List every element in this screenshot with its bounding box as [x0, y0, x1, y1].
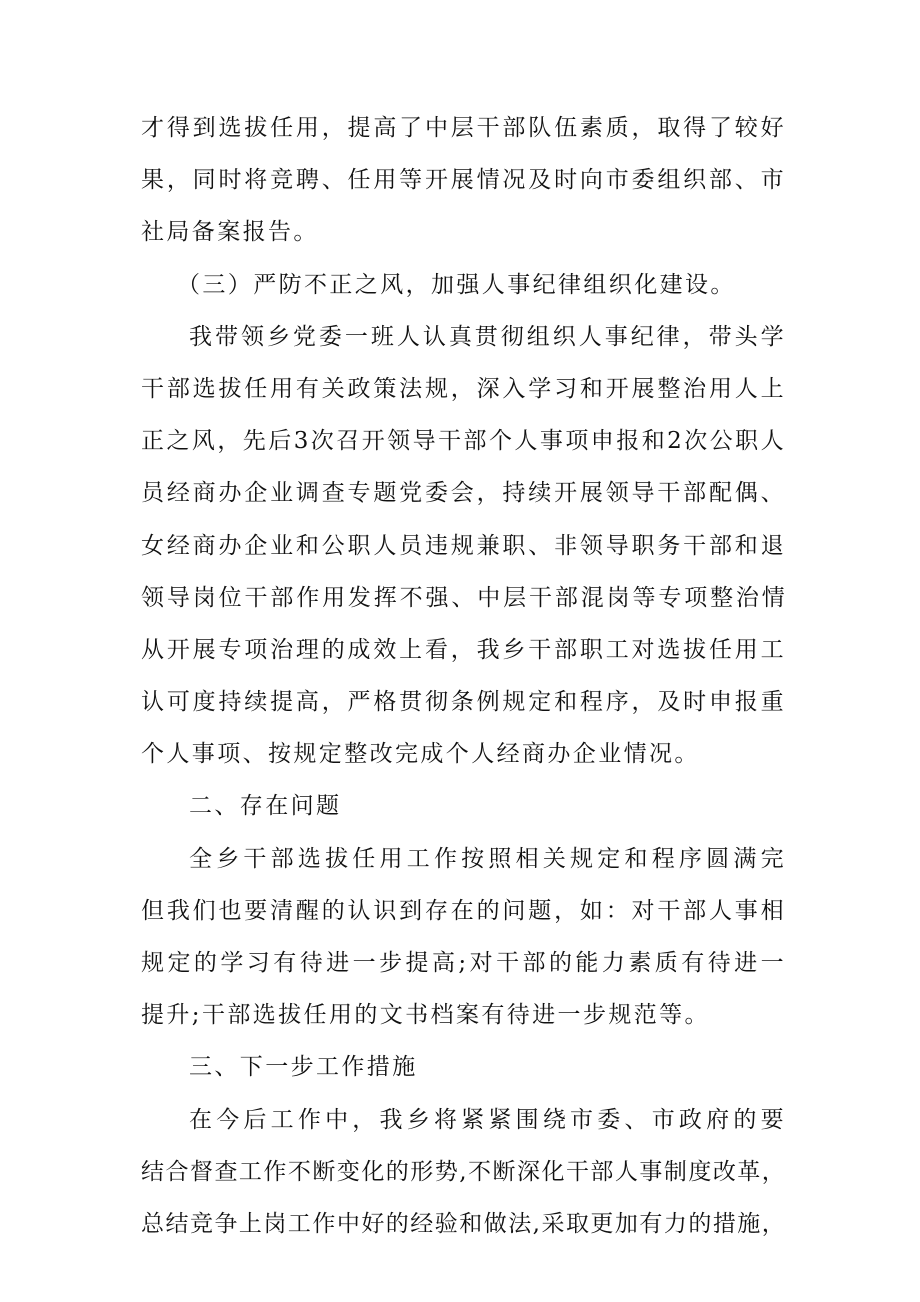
text-line: 总结竞争上岗工作中好的经验和做法,采取更加有力的措施， — [141, 1210, 786, 1237]
text-line: 干部选拔任用有关政策法规，深入学习和开展整治用人上 — [141, 375, 786, 402]
text-line: 果，同时将竞聘、任用等开展情况及时向市委组织部、市 — [141, 167, 786, 194]
text-line: 社局备案报告。 — [141, 219, 319, 246]
text-line: 领导岗位干部作用发挥不强、中层干部混岗等专项整治情 — [141, 584, 786, 611]
heading-problems — [141, 780, 786, 832]
text-line: 但我们也要清醒的认识到存在的问题，如：对干部人事相 — [141, 897, 786, 924]
heading-next-steps — [141, 1041, 786, 1093]
paragraph-continuation — [141, 102, 786, 259]
section-heading: 二、存在问题 — [189, 793, 342, 820]
text-line: 才得到选拔任用，提高了中层干部队伍素质，取得了较好 — [141, 115, 786, 141]
text-line: 正之风，先后3次召开领导干部个人事项申报和2次公职人 — [141, 428, 786, 455]
text-line: （三）严防不正之风，加强人事纪律组织化建设。 — [177, 271, 736, 298]
paragraph-next-steps — [141, 1094, 786, 1251]
section-heading: 三、下一步工作措施 — [189, 1054, 418, 1081]
text-line: 全乡干部选拔任用工作按照相关规定和程序圆满完 — [189, 845, 786, 872]
document-body — [141, 102, 786, 1250]
paragraph-problems — [141, 833, 786, 1042]
text-line: 员经商办企业调查专题党委会，持续开展领导干部配偶、 — [141, 480, 786, 507]
subheading-discipline — [141, 259, 786, 311]
text-line: 结合督查工作不断变化的形势,不断深化干部人事制度改革， — [141, 1158, 786, 1185]
text-line: 在今后工作中，我乡将紧紧围绕市委、市政府的要 — [189, 1106, 786, 1133]
text-line: 个人事项、按规定整改完成个人经商办企业情况。 — [141, 741, 700, 768]
text-line: 规定的学习有待进一步提高;对干部的能力素质有待进一 — [141, 950, 786, 976]
text-line: 从开展专项治理的成效上看，我乡干部职工对选拔任用工 — [141, 636, 786, 663]
text-line: 我带领乡党委一班人认真贯彻组织人事纪律，带头学 — [189, 323, 786, 350]
text-line: 提升;干部选拔任用的文书档案有待进一步规范等。 — [141, 1002, 710, 1029]
paragraph-discipline — [141, 311, 786, 781]
text-line: 认可度持续提高，严格贯彻条例规定和程序，及时申报重 — [141, 689, 786, 716]
text-line: 女经商办企业和公职人员违规兼职、非领导职务干部和退 — [141, 532, 786, 559]
